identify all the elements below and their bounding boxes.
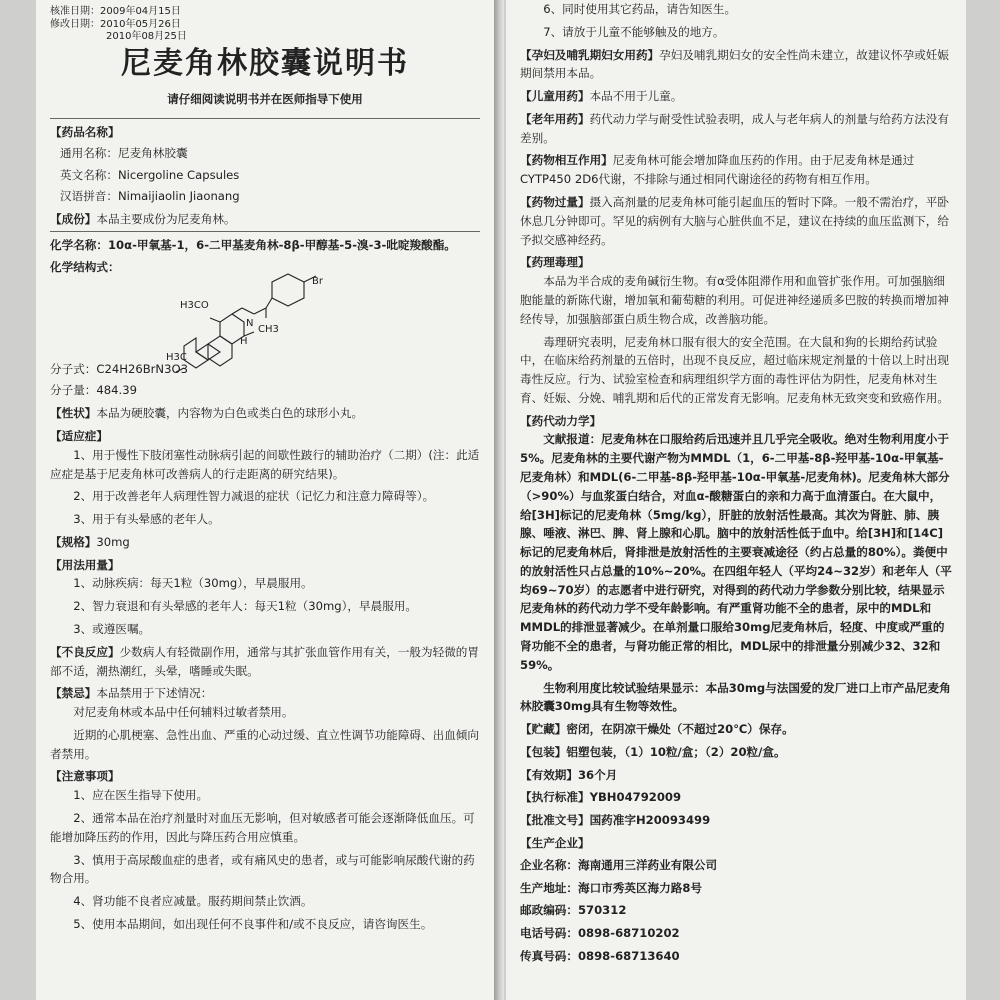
elderly-heading: 【老年用药】 bbox=[520, 111, 590, 126]
standard-heading: 【执行标准】 bbox=[520, 790, 590, 805]
indications-section bbox=[50, 427, 480, 529]
package-heading: 【包装】 bbox=[520, 744, 567, 759]
leaflet-right-column bbox=[506, 0, 966, 1000]
modify-date-1: 2010年05月26日 bbox=[100, 18, 181, 30]
validity-text: 36个月 bbox=[577, 767, 618, 782]
contraindications-section bbox=[50, 684, 480, 763]
chemical-name: 化学名称：10α-甲氧基-1，6-二甲基麦角林-8β-甲醇基-5-溴-3-吡啶羧酸酯。 bbox=[50, 238, 456, 253]
package-section bbox=[520, 743, 952, 762]
phone-number: 0898-68710202 bbox=[577, 926, 680, 941]
pregnancy-heading: 【孕妇及哺乳期妇女用药】 bbox=[520, 47, 660, 62]
toxicology-heading: 【药理毒理】 bbox=[520, 255, 590, 270]
precautions-section bbox=[50, 767, 480, 933]
paragraph: 本品为半合成的麦角碱衍生物。有α受体阻滞作用和血管扩张作用。可加强脑细胞能量的新陈代谢，增加氧和葡萄糖的利用。可促进神经递质多巴胺的转换而增加神经传导，加强脑部蛋白质生物合成，改善脑功能。 bbox=[520, 274, 949, 326]
overdose-text: 摄入高剂量的尼麦角林可能引起血压的暂时下降。一般不需治疗，平卧休息几分钟即可。罕见的病例有大脑与心脏供血不足，建议在持续的血压监测下，给予拟交感神经药。 bbox=[520, 195, 949, 247]
validity-heading: 【有效期】 bbox=[520, 767, 578, 782]
adverse-heading: 【不良反应】 bbox=[50, 644, 120, 659]
spec-section bbox=[50, 533, 480, 552]
pregnancy-section bbox=[520, 46, 952, 84]
paragraph: 文献报道：尼麦角林在口服给药后迅速并且几乎完全吸收。绝对生物利用度小于5%。尼麦角林的主要代谢产物为MMDL（1，6-二甲基-8β-羟甲基-10α-甲氧基-尼麦角林）和MDL(6-二甲基-8β-羟甲基-10α-甲氧基-尼麦角林)。尼麦角林大部分（>90%）与血浆蛋白结合，对血α-酸糖蛋白的亲和力高于血清蛋白。在大鼠中，给[3H]标记的尼麦角林（5mg/kg），肝脏的放射活性最高。其次为肾脏、肺、胰腺、唾液、淋巴、脾、肾上腺和心肌。脑中的放射活性低于血中。给[3H]和[14C]标记的尼麦角林后，肾排泄是放射活性的主要衰减途径（约占总量的80%）。粪便中的放射活性只占总量的10%~20%。在四组年轻人（平均24~32岁）和老年人（平均69~70岁）的志愿者中进行研究，对得到的药代动力学参数分别比较，结果显示尼麦角林的药代动力学不受年龄影响。有严重肾功能不全的患者，尿中的MDL和MMDL的排泄显著减少。在单剂量口服给30mg尼麦角林后，轻度、中度或严重的肾功能不全的患者，与肾功能正常的相比，MDL尿中的排泄量分别减少32、32和59%。 bbox=[520, 432, 952, 672]
list-item: 3、用于有头晕感的老年人。 bbox=[73, 512, 220, 527]
appearance-heading: 【性状】 bbox=[50, 406, 97, 421]
pharmacokinetics-heading: 【药代动力学】 bbox=[520, 413, 602, 428]
structure-n-label: N bbox=[246, 317, 254, 329]
approval-text: 国药准字H20093499 bbox=[589, 813, 711, 828]
structure-h3co-label: H3CO bbox=[180, 299, 209, 311]
list-item: 3、慎用于高尿酸血症的患者，或有痛风史的患者，或与可能影响尿酸代谢的药物合用。 bbox=[50, 852, 475, 886]
chemical-structure bbox=[50, 275, 480, 363]
manufacturer-section bbox=[520, 834, 952, 966]
approval-section bbox=[520, 811, 952, 830]
english-name-label: 英文名称： bbox=[60, 167, 118, 182]
ingredients-section bbox=[50, 210, 480, 400]
address: 海口市秀英区海力路8号 bbox=[577, 880, 702, 895]
list-item: 1、动脉疾病：每天1粒（30mg），早晨服用。 bbox=[73, 576, 313, 591]
list-item: 近期的心肌梗塞、急性出血、严重的心动过缓、直立性调节功能障碍、出血倾向者禁用。 bbox=[50, 727, 479, 761]
list-item: 对尼麦角林或本品中任何辅料过敏者禁用。 bbox=[73, 705, 294, 720]
elderly-text: 药代动力学与耐受性试验表明，成人与老年病人的剂量与给药方法没有差别。 bbox=[520, 111, 949, 145]
ingredients-heading: 【成份】 bbox=[50, 212, 97, 227]
structure-br-label: Br bbox=[312, 275, 323, 287]
spec-text: 30mg bbox=[96, 534, 130, 549]
structure-h-label: H bbox=[240, 335, 248, 347]
list-item: 2、用于改善老年人病理性智力减退的症状（记忆力和注意力障碍等）。 bbox=[73, 489, 435, 504]
toxicology-section bbox=[520, 253, 952, 407]
spec-heading: 【规格】 bbox=[50, 534, 97, 549]
children-text: 本品不用于儿童。 bbox=[589, 89, 683, 104]
list-item: 1、用于慢性下肢闭塞性动脉病引起的间歇性跛行的辅助治疗（二期）(注：此适应症是基于尼麦角林可改善病人的行走距离的研究结果)。 bbox=[50, 447, 480, 481]
precautions-heading: 【注意事项】 bbox=[50, 769, 120, 784]
english-name: Nicergoline Capsules bbox=[117, 167, 240, 182]
storage-heading: 【贮藏】 bbox=[520, 722, 567, 737]
list-item: 3、或遵医嘱。 bbox=[73, 621, 151, 636]
structure-ch3-label: CH3 bbox=[258, 323, 279, 335]
structure-label: 化学结构式： bbox=[50, 259, 120, 274]
adverse-text: 少数病人有轻微副作用，通常与其扩张血管作用有关，一般为轻微的胃部不适，潮热潮红，头晕，嗜睡或失眠。 bbox=[50, 644, 479, 678]
contraindications-text: 本品禁用于下述情况： bbox=[96, 686, 213, 701]
overdose-section bbox=[520, 193, 952, 249]
ingredients-text: 本品主要成份为尼麦角林。 bbox=[96, 212, 236, 227]
address-label: 生产地址： bbox=[520, 880, 578, 895]
drug-name-section bbox=[50, 123, 480, 206]
children-section bbox=[520, 87, 952, 106]
structure-h3c-label: H3C bbox=[166, 351, 187, 363]
phone-label: 电话号码： bbox=[520, 926, 578, 941]
pregnancy-text: 孕妇及哺乳期妇女的安全性尚未建立，故建议怀孕或妊娠期间禁用本品。 bbox=[520, 47, 949, 81]
pinyin: Nimaijiaolin Jiaonang bbox=[117, 189, 240, 204]
divider bbox=[50, 231, 480, 232]
package-text: 铝塑包装，（1）10粒/盒；（2）20粒/盒。 bbox=[566, 744, 786, 759]
fold-shadow bbox=[494, 0, 504, 1000]
document-title: 尼麦角林胶囊说明书 bbox=[121, 45, 409, 81]
list-item: 2、通常本品在治疗剂量时对血压无影响，但对敏感者可能会逐渐降低血压。可能增加降压药的作用，因此与降压药合用应慎重。 bbox=[50, 811, 475, 844]
modify-date-2: 2010年08月25日 bbox=[106, 31, 187, 42]
storage-section bbox=[520, 720, 952, 739]
approval-heading: 【批准文号】 bbox=[520, 813, 590, 828]
elderly-section bbox=[520, 110, 952, 148]
adverse-section bbox=[50, 643, 480, 681]
divider bbox=[50, 118, 480, 119]
list-item: 5、使用本品期间，如出现任何不良事件和/或不良反应，请咨询医生。 bbox=[73, 916, 433, 931]
dosage-heading: 【用法用量】 bbox=[50, 557, 120, 572]
revision-block bbox=[50, 6, 480, 44]
list-item: 2、智力衰退和有头晕感的老年人：每天1粒（30mg），早晨服用。 bbox=[73, 599, 417, 614]
list-item: 4、肾功能不良者应减量。服药期间禁止饮酒。 bbox=[73, 894, 313, 909]
drug-name-heading: 【药品名称】 bbox=[50, 125, 120, 140]
approve-date: 2009年04月15日 bbox=[100, 6, 181, 17]
zip-code: 570312 bbox=[577, 903, 627, 918]
fax-label: 传真号码： bbox=[520, 948, 578, 963]
list-item: 1、应在医生指导下使用。 bbox=[73, 788, 209, 803]
paragraph: 毒理研究表明，尼麦角林口服有很大的安全范围。在大鼠和狗的长期给药试验中，在临床给药剂量的五倍时，出现不良反应，超过临床规定剂量的十倍以上时出现毒性反应。行为、试验室检查和病理组织学方面的毒性评估为阴性，尼麦角林对生育、妊娠、分娩、哺乳期和后代的正常发育无影响。尼麦角林无致突变和致癌作用。 bbox=[520, 334, 949, 405]
appearance-text: 本品为硬胶囊，内容物为白色或类白色的球形小丸。 bbox=[96, 406, 364, 421]
paragraph: 生物利用度比较试验结果显示：本品30mg与法国爱的发厂进口上市产品尼麦角林胶囊30mg具有生物等效性。 bbox=[520, 680, 951, 714]
molecular-formula: C24H26BrN3O3 bbox=[96, 361, 188, 376]
children-heading: 【儿童用药】 bbox=[520, 89, 590, 104]
dosage-section bbox=[50, 556, 480, 639]
pinyin-label: 汉语拼音： bbox=[60, 189, 118, 204]
standard-text: YBH04792009 bbox=[589, 790, 682, 805]
approve-date-label: 核准日期： bbox=[50, 6, 100, 17]
modify-date-label: 修改日期： bbox=[50, 18, 100, 30]
document-subtitle: 请仔细阅读说明书并在医师指导下使用 bbox=[167, 91, 363, 106]
interactions-heading: 【药物相互作用】 bbox=[520, 153, 613, 168]
generic-name: 通用名称：尼麦角林胶囊 bbox=[60, 145, 188, 160]
zip-label: 邮政编码： bbox=[520, 903, 578, 918]
manufacturer-heading: 【生产企业】 bbox=[520, 836, 590, 851]
indications-heading: 【适应症】 bbox=[50, 428, 108, 443]
standard-section bbox=[520, 788, 952, 807]
validity-section bbox=[520, 766, 952, 785]
interactions-section bbox=[520, 151, 952, 189]
leaflet-left-column bbox=[36, 0, 494, 1000]
list-item: 6、同时使用其它药品，请告知医生。 bbox=[543, 2, 737, 16]
appearance-section bbox=[50, 404, 480, 423]
overdose-heading: 【药物过量】 bbox=[520, 195, 590, 210]
company-label: 企业名称： bbox=[520, 857, 578, 872]
interactions-text: 尼麦角林可能会增加降血压药的作用。由于尼麦角林是通过CYTP450 2D6代谢，不排除与通过相同代谢途径的药物有相互作用。 bbox=[520, 153, 915, 187]
company-name: 海南通用三洋药业有限公司 bbox=[577, 857, 718, 872]
weight-label: 分子量： bbox=[50, 383, 97, 398]
fax-number: 0898-68713640 bbox=[577, 948, 680, 963]
contraindications-heading: 【禁忌】 bbox=[50, 686, 97, 701]
pharmacokinetics-section bbox=[520, 412, 952, 717]
formula-label: 分子式： bbox=[50, 361, 97, 376]
storage-text: 密闭，在阴凉干燥处（不超过20℃）保存。 bbox=[566, 722, 794, 737]
molecular-weight: 484.39 bbox=[96, 383, 137, 398]
list-item: 7、请放于儿童不能够触及的地方。 bbox=[543, 24, 725, 39]
